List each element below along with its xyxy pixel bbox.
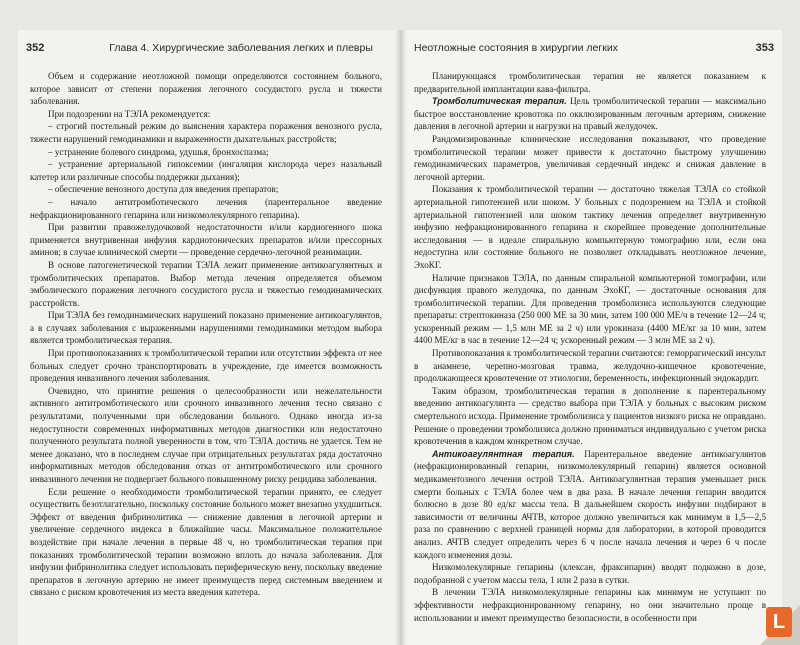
- paragraph: [414, 183, 766, 271]
- paragraph-text: Цель тромболитической терапии — максимально быстрое восстановление кровотока по окклюзированным легочным артериям, снижение давления в легочной артерии и нагрузки на правый желудочек.: [414, 96, 767, 132]
- paragraph: – устранение болевого синдрома, удушья, бронхоспазма;: [48, 146, 269, 157]
- paragraph: [414, 272, 766, 348]
- right-page: [400, 30, 782, 645]
- paragraph: В основе патогенетической терапии ТЭЛА лежит применение антикоагулянтных и тромболитических препаратов. Выбор метода лечения определяется объемом эмболического поражения легочного сосудистого русла и тяжестью гемодинамических расстройств.: [30, 259, 382, 308]
- paragraph-text: В лечении ТЭЛА низкомолекулярные гепарины как минимум не уступают по эффективности нефракционированному гепарину, но они значительно проще в использовании и имеют преимущество безопасности, в особенности при: [414, 587, 766, 623]
- paragraph-lead-heading: Антикоагулянтная терапия.: [432, 448, 575, 459]
- right-body-text: [414, 70, 766, 624]
- book-gutter: [395, 30, 407, 645]
- paragraph-text: Противопоказания к тромболитической терапии считаются: геморрагический инсульт в анамнезе, черепно-мозговая травма, желудочно-кишечное кровотечение, продолжающееся кровотечение от этиологии, беременность, инфекционный эндокардит.: [414, 348, 766, 384]
- paragraph: [414, 347, 766, 385]
- paragraph-text: Наличие признаков ТЭЛА, по данным спиральной компьютерной томографии, или дисфункция правого желудочка, по данным ЭхоКГ, — достаточные основания для тромболитической терапии. Для проведения тромболизиса используются следующие препараты: стрептокиназа (250 000 МЕ за 30 мин, затем 100 000 МЕ/ч в течение 12—24 ч; ускоренный режим — 1,5 млн МЕ за 2 ч) или урокиназа (4400 МЕ/кг за 10 мин, затем 4400 МЕ/кг в час в течение 12—24 ч; ускоренный режим — 3 млн МЕ за 2 ч).: [414, 272, 766, 346]
- paragraph: [414, 385, 766, 448]
- paragraph: При противопоказаниях к тромболитической терапии или отсутствии эффекта от нее больных следует срочно транспортировать в учреждение, где имеется возможность проведения инвазивного лечения заболевания.: [30, 348, 382, 384]
- paragraph: Объем и содержание неотложной помощи определяются состоянием больного, которое зависит от степени поражения легочного сосудистого русла и тяжести заболевания.: [30, 71, 382, 107]
- left-body-text: [30, 70, 382, 599]
- paragraph: Очевидно, что принятие решения о целесообразности или нежелательности активного антитромботического или срочного инвазивного лечения тесно связано с результатами, полученными при обследовании больного. Однако иногда из-за недоступности современных информативных методов диагностики или недостаточно полученного результата полной уверенности в том, что ТЭЛА достичь не удается. Тем не менее доказано, что в последнем случае при отрицательных результатах ряда достаточно информативных методов обследования отказ от антитромботического или срочного инвазивного лечения не подвергает больного повышенному риску рецидива заболевания.: [30, 385, 382, 484]
- paragraph-lead-heading: Тромболитическая терапия.: [432, 96, 567, 107]
- paragraph: – начало антитромботического лечения (парентеральное введение нефракционированного гепарина или низкомолекулярного гепарина).: [30, 196, 382, 220]
- paragraph: [414, 133, 766, 183]
- paragraph: [414, 561, 766, 586]
- paragraph-text: Таким образом, тромболитическая терапия в дополнение к парентеральному введению антикоагулянта — средство выбора при ТЭЛА у больных с высоким риском смертельного исхода. Применение тромболизиса у пациентов низкого риска не оправдано. Решение о проведении тромболизиса должно приниматься индивидуально с учетом риска кровотечения в каждом конкретном случае.: [414, 385, 766, 447]
- right-running-head: [414, 42, 774, 54]
- paragraph-text: Низкомолекулярные гепарины (клексан, фраксипарин) вводят подкожно в дозе, подобранной с учетом массы тела, 1 или 2 раза в сутки.: [414, 562, 766, 585]
- paragraph: При подозрении на ТЭЛА рекомендуется:: [48, 108, 211, 119]
- paragraph-text: Показания к тромболитической терапии — достаточно тяжелая ТЭЛА со стойкой артериальной гипотензией или шоком. У больных с подозрением на ТЭЛА и стойкой артериальной гипотензией или шоком тактику лечения определяет внутривенную инфузию нефракционированного гепарина и скорейшее проведение дополнительные исследования — в идеале спиральную компьютерную томографию или, если она недоступна или состояние больного не позволяет откладывать неотложное лечение, ЭхоКГ.: [414, 184, 766, 270]
- left-running-head: [26, 42, 373, 54]
- paragraph: При ТЭЛА без гемодинамических нарушений показано применение антикоагулянтов, а в случаях заболевания с выраженными нарушениями гемодинамики методом выбора является тромболитическая терапия.: [30, 310, 382, 346]
- paragraph: – обеспечение венозного доступа для введения препаратов;: [48, 184, 279, 195]
- right-section-title: Неотложные состояния в хирургии легких: [414, 42, 618, 54]
- paragraph: Если решение о необходимости тромболитической терапии принято, ее следует осуществить безотлагательно, поскольку состояние больного может внезапно ухудшиться. Эффект от введения фибринолитика — снижение давления в легочной артерии и увеличение сердечного индекса в ближайшие часы. Максимальное положительное воздействие при начале лечения в первые 48 ч, но тромболитическая терапия при показаниях тромболитической терапии возможно вплоть до начала заболевания. Для инфузии фибринолитика следует использовать периферическую вену, поскольку введение препаратов в легочную артерию не имеет преимуществ перед системным введением и связано с риском кровотечения из места введения катетера.: [30, 486, 382, 598]
- publisher-logo: L: [766, 607, 792, 637]
- paragraph: [414, 448, 766, 561]
- left-chapter-title: Глава 4. Хирургические заболевания легких и плевры: [109, 42, 373, 54]
- paragraph: [414, 95, 766, 133]
- paragraph: [414, 70, 766, 95]
- paragraph: – строгий постельный режим до выяснения характера поражения венозного русла, тяжести нарушений гемодинамики и выраженности дыхательных расстройств;: [30, 121, 382, 144]
- right-page-number: 353: [755, 42, 774, 54]
- left-page-number: 352: [26, 42, 45, 54]
- left-page: [18, 30, 400, 645]
- paragraph-text: Парентеральное введение антикоагулянтов (нефракционированный гепарин, низкомолекулярный гепарин) является основной медикаментозного лечения острой ТЭЛА. Антикоагулянтная терапия уменьшает риск смерти больных с ТЭЛА более чем в два раза. В начале лечения гепарин вводится болюсно в дозе 80 ед/кг массы тела. В дальнейшем скорость инфузии подбирают в зависимости от величины АЧТВ, которое должно увеличиться как минимум в 1,5—2,5 раза по сравнению с верхней границей нормы для лаборатории, в которой проводится анализ. АЧТВ следует определить через 6 ч после начала лечения и через 6 ч после каждого изменения дозы.: [414, 448, 766, 560]
- paragraph: – устранение артериальной гипоксемии (ингаляция кислорода через назальный катетер или различные способы поддержки дыхания);: [30, 159, 382, 182]
- paragraph: [414, 586, 766, 624]
- paragraph-text: Рандомизированные клинические исследования показывают, что проведение тромболитической терапии может привести к достаточно быстрому улучшению гемодинамических параметров, увеличивая сердечный индекс и снижая давление в легочной артерии.: [414, 133, 766, 182]
- paragraph-text: Планирующаяся тромболитическая терапия не является показанием к предварительной имплантации кава-фильтра.: [414, 71, 766, 94]
- paragraph: При развитии правожелудочковой недостаточности и/или кардиогенного шока применяется внутривенная инфузия кардиотонических препаратов и/или прессорных аминов; в случае клинической смерти — проведение сердечно-легочной реанимации.: [30, 222, 382, 258]
